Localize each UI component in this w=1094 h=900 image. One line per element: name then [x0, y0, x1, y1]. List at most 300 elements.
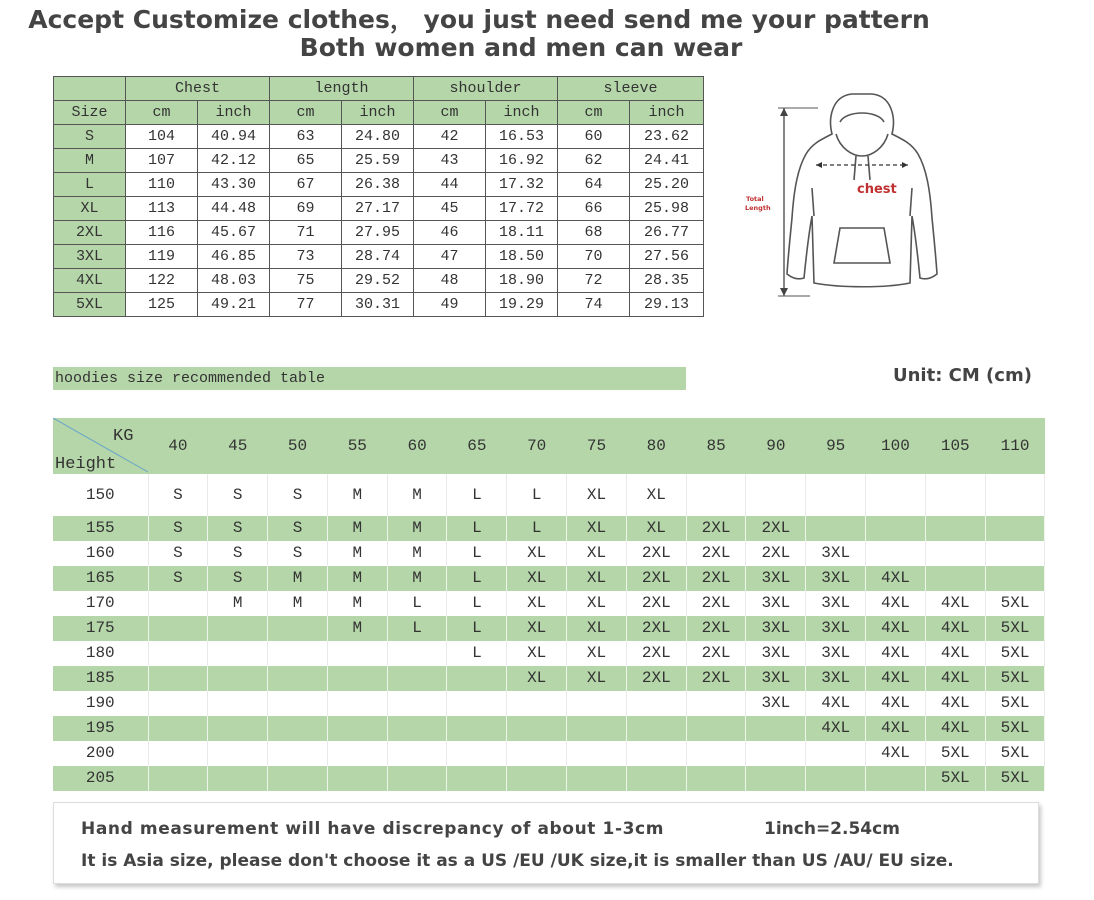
size-recommendation-cell [268, 766, 328, 791]
unit-header: inch [342, 101, 414, 125]
size-recommendation-cell: M [387, 516, 447, 541]
note-inch-conversion: 1inch=2.54cm [764, 819, 900, 839]
size-recommendation-cell [208, 691, 268, 716]
size-recommendation-cell: 2XL [686, 591, 746, 616]
weight-header: 60 [387, 418, 447, 474]
size-recommendation-cell: 3XL [746, 616, 806, 641]
measurement-cell: 122 [126, 269, 198, 293]
measurement-cell: 48 [414, 269, 486, 293]
size-recommendation-cell: XL [567, 641, 627, 666]
measurement-cell: 26.77 [630, 221, 704, 245]
measurement-row [54, 173, 704, 197]
size-recommendation-cell: M [327, 516, 387, 541]
size-recommendation-cell: S [268, 474, 328, 516]
measurement-cell: 66 [558, 197, 630, 221]
measurement-cell: 27.95 [342, 221, 414, 245]
measurement-row [54, 269, 704, 293]
size-recommendation-cell: L [387, 616, 447, 641]
group-header: shoulder [414, 77, 558, 101]
measurement-cell: 40.94 [198, 125, 270, 149]
size-recommendation-cell [686, 766, 746, 791]
size-recommendation-cell: 4XL [806, 716, 866, 741]
height-cell: 165 [53, 566, 148, 591]
size-recommendation-cell: 5XL [925, 741, 985, 766]
weight-header: 75 [567, 418, 627, 474]
size-recommendation-cell: S [148, 474, 208, 516]
size-recommendation-cell [387, 691, 447, 716]
size-recommendation-cell: 4XL [925, 641, 985, 666]
measurement-cell: 17.72 [486, 197, 558, 221]
size-recommendation-cell: 3XL [806, 641, 866, 666]
height-row [53, 766, 1045, 791]
measurement-cell: 29.13 [630, 293, 704, 317]
size-recommendation-cell: XL [567, 541, 627, 566]
size-recommendation-cell: XL [567, 516, 627, 541]
size-recommendation-cell [866, 766, 926, 791]
size-recommendation-cell [148, 666, 208, 691]
size-recommendation-cell: 2XL [746, 541, 806, 566]
size-recommendation-cell: 3XL [746, 641, 806, 666]
height-row [53, 691, 1045, 716]
size-recommendation-cell: 3XL [806, 591, 866, 616]
measurement-row [54, 197, 704, 221]
recommend-title: hoodies size recommended table [53, 367, 686, 390]
measurement-cell: 49 [414, 293, 486, 317]
weight-header-row [53, 418, 1045, 474]
height-cell: 205 [53, 766, 148, 791]
measurement-cell: 63 [270, 125, 342, 149]
measurement-table [53, 76, 704, 317]
size-recommendation-cell [686, 691, 746, 716]
size-recommendation-cell: 5XL [985, 616, 1045, 641]
size-recommendation-cell [208, 641, 268, 666]
size-recommendation-cell: 2XL [686, 516, 746, 541]
height-cell: 160 [53, 541, 148, 566]
size-recommendation-cell [686, 741, 746, 766]
size-recommendation-cell: 2XL [626, 541, 686, 566]
measurement-cell: 18.50 [486, 245, 558, 269]
measurement-cell: 24.41 [630, 149, 704, 173]
measurement-cell: 46.85 [198, 245, 270, 269]
size-recommendation-cell [507, 716, 567, 741]
group-header: sleeve [558, 77, 704, 101]
size-recommendation-cell: 3XL [746, 666, 806, 691]
size-recommendation-cell [148, 616, 208, 641]
size-recommendation-cell [866, 516, 926, 541]
measurement-cell: 45.67 [198, 221, 270, 245]
size-recommendation-cell: 4XL [806, 691, 866, 716]
note-discrepancy: Hand measurement will have discrepancy of about 1-3cm [81, 819, 665, 839]
measurement-cell: 65 [270, 149, 342, 173]
size-recommendation-cell: 4XL [866, 566, 926, 591]
size-recommendation-cell: XL [626, 474, 686, 516]
size-recommendation-cell: L [387, 591, 447, 616]
size-recommendation-cell [208, 741, 268, 766]
measurement-cell: 73 [270, 245, 342, 269]
size-recommendation-cell [746, 741, 806, 766]
size-recommendation-cell: M [387, 566, 447, 591]
size-recommendation-cell [327, 641, 387, 666]
size-recommendation-cell: XL [567, 566, 627, 591]
measurement-cell: 27.56 [630, 245, 704, 269]
size-recommendation-cell [148, 766, 208, 791]
unit-header: cm [414, 101, 486, 125]
size-recommendation-cell: L [447, 474, 507, 516]
measurement-cell: 77 [270, 293, 342, 317]
height-row [53, 566, 1045, 591]
measurement-cell: 64 [558, 173, 630, 197]
measurement-cell: 49.21 [198, 293, 270, 317]
size-recommendation-cell: M [327, 566, 387, 591]
measurement-row [54, 149, 704, 173]
size-recommendation-cell [447, 716, 507, 741]
size-recommendation-cell [626, 716, 686, 741]
measurement-group-row [54, 77, 704, 101]
measurement-cell: 104 [126, 125, 198, 149]
measurement-cell: 28.74 [342, 245, 414, 269]
size-recommendation-cell [686, 474, 746, 516]
height-cell: 185 [53, 666, 148, 691]
size-recommendation-cell [746, 766, 806, 791]
size-cell: XL [54, 197, 126, 221]
measurement-cell: 43.30 [198, 173, 270, 197]
size-recommendation-cell: L [447, 641, 507, 666]
size-recommendation-cell: 4XL [866, 691, 926, 716]
size-recommendation-cell: 3XL [806, 616, 866, 641]
height-cell: 155 [53, 516, 148, 541]
size-recommendation-cell: S [148, 516, 208, 541]
size-recommendation-cell [985, 541, 1045, 566]
measurement-cell: 125 [126, 293, 198, 317]
measurement-row [54, 245, 704, 269]
height-row [53, 474, 1045, 516]
size-recommendation-cell [447, 741, 507, 766]
size-recommendation-cell [148, 741, 208, 766]
size-recommendation-cell [268, 616, 328, 641]
size-recommendation-cell: 3XL [746, 566, 806, 591]
measurement-cell: 44.48 [198, 197, 270, 221]
size-recommendation-cell: XL [507, 641, 567, 666]
size-recommendation-cell: 4XL [925, 591, 985, 616]
weight-header: 105 [925, 418, 985, 474]
measurement-cell: 43 [414, 149, 486, 173]
weight-header: 40 [148, 418, 208, 474]
measurement-cell: 25.20 [630, 173, 704, 197]
measurement-cell: 113 [126, 197, 198, 221]
size-recommendation-cell: M [268, 591, 328, 616]
height-cell: 190 [53, 691, 148, 716]
size-recommendation-cell [148, 591, 208, 616]
size-recommendation-cell: XL [507, 591, 567, 616]
size-recommendation-cell: 2XL [686, 641, 746, 666]
size-recommendation-cell [626, 691, 686, 716]
total-label: Total [746, 195, 764, 203]
hoodie-diagram [740, 88, 970, 303]
measurement-cell: 44 [414, 173, 486, 197]
size-recommendation-cell [806, 516, 866, 541]
headline-unisex: Both women and men can wear [299, 33, 743, 62]
size-recommendation-cell: S [268, 541, 328, 566]
kg-label: KG [113, 427, 134, 446]
measurement-row [54, 125, 704, 149]
size-recommendation-cell [327, 666, 387, 691]
size-recommendation-cell [925, 516, 985, 541]
size-recommendation-cell: S [208, 516, 268, 541]
size-recommendation-cell: 2XL [626, 666, 686, 691]
size-cell: 3XL [54, 245, 126, 269]
size-recommendation-cell: L [447, 541, 507, 566]
size-recommendation-cell: 5XL [985, 716, 1045, 741]
size-recommendation-cell: S [268, 516, 328, 541]
size-recommendation-cell [447, 666, 507, 691]
size-recommendation-cell: M [387, 541, 447, 566]
chest-label: chest [857, 182, 897, 197]
measurement-cell: 47 [414, 245, 486, 269]
height-cell: 175 [53, 616, 148, 641]
size-recommendation-cell: XL [567, 616, 627, 641]
size-recommendation-cell: 2XL [686, 566, 746, 591]
measurement-cell: 29.52 [342, 269, 414, 293]
weight-header: 100 [866, 418, 926, 474]
size-recommendation-cell [268, 716, 328, 741]
unit-header: cm [270, 101, 342, 125]
height-cell: 170 [53, 591, 148, 616]
size-cell: 4XL [54, 269, 126, 293]
measurement-row [54, 221, 704, 245]
size-recommendation-cell: M [327, 616, 387, 641]
size-recommendation-cell: M [387, 474, 447, 516]
size-recommendation-cell: M [327, 591, 387, 616]
height-row [53, 741, 1045, 766]
size-recommendation-cell: L [447, 591, 507, 616]
unit-header: cm [126, 101, 198, 125]
measurement-cell: 42 [414, 125, 486, 149]
size-recommendation-cell: S [208, 566, 268, 591]
size-recommendation-cell: XL [507, 566, 567, 591]
size-recommendation-cell [208, 716, 268, 741]
size-recommendation-cell [567, 741, 627, 766]
height-cell: 200 [53, 741, 148, 766]
size-recommendation-cell: 4XL [866, 591, 926, 616]
size-recommendation-cell [806, 474, 866, 516]
measurement-cell: 45 [414, 197, 486, 221]
size-recommendation-cell: 5XL [925, 766, 985, 791]
size-recommendation-cell [507, 741, 567, 766]
measurement-cell: 25.59 [342, 149, 414, 173]
size-recommendation-cell: 5XL [985, 766, 1045, 791]
height-cell: 195 [53, 716, 148, 741]
size-recommendation-cell: 4XL [866, 616, 926, 641]
size-recommendation-cell [148, 716, 208, 741]
size-recommendation-cell: L [507, 516, 567, 541]
measurement-cell: 75 [270, 269, 342, 293]
size-recommendation-cell: 2XL [626, 566, 686, 591]
size-recommendation-cell [327, 741, 387, 766]
size-recommendation-cell [686, 716, 746, 741]
length-label: Length [745, 204, 771, 212]
size-recommendation-cell: XL [626, 516, 686, 541]
measurement-cell: 30.31 [342, 293, 414, 317]
size-recommendation-cell [746, 716, 806, 741]
unit-header: cm [558, 101, 630, 125]
size-recommendation-cell: 2XL [626, 591, 686, 616]
size-recommendation-cell: 3XL [746, 691, 806, 716]
height-cell: 180 [53, 641, 148, 666]
size-note [53, 802, 1039, 884]
size-recommendation-cell: M [327, 541, 387, 566]
measurement-cell: 107 [126, 149, 198, 173]
size-recommendation-cell [268, 691, 328, 716]
size-recommendation-cell [208, 766, 268, 791]
size-recommendation-cell: S [148, 541, 208, 566]
size-recommendation-cell: 2XL [686, 616, 746, 641]
size-recommendation-cell: L [447, 566, 507, 591]
size-recommendation-cell: 4XL [866, 641, 926, 666]
weight-header: 55 [327, 418, 387, 474]
height-row [53, 641, 1045, 666]
size-recommendation-cell [567, 766, 627, 791]
size-recommendation-cell [626, 766, 686, 791]
weight-header: 85 [686, 418, 746, 474]
size-recommendation-cell: 2XL [686, 541, 746, 566]
measurement-cell: 28.35 [630, 269, 704, 293]
size-recommendation-cell [985, 474, 1045, 516]
size-recommendation-cell [567, 716, 627, 741]
corner-cell [54, 77, 126, 101]
arrow-left-icon [816, 162, 822, 168]
size-recommendation-cell: 3XL [806, 666, 866, 691]
measurement-cell: 19.29 [486, 293, 558, 317]
height-row [53, 516, 1045, 541]
measurement-row [54, 293, 704, 317]
measurement-cell: 18.11 [486, 221, 558, 245]
height-cell: 150 [53, 474, 148, 516]
weight-header: 95 [806, 418, 866, 474]
height-row [53, 666, 1045, 691]
measurement-cell: 46 [414, 221, 486, 245]
size-recommendation-cell: 3XL [746, 591, 806, 616]
arrow-down-icon [780, 288, 788, 296]
size-recommendation-cell: XL [507, 541, 567, 566]
size-recommendation-cell [925, 566, 985, 591]
height-row [53, 716, 1045, 741]
size-recommendation-cell [327, 691, 387, 716]
size-recommendation-cell: 4XL [925, 666, 985, 691]
size-recommendation-cell: L [507, 474, 567, 516]
size-recommendation-cell: 2XL [626, 641, 686, 666]
size-recommendation-cell [268, 641, 328, 666]
size-recommendation-cell [866, 541, 926, 566]
unit-label: Unit: CM (cm) [893, 365, 1032, 386]
unit-header: inch [198, 101, 270, 125]
size-recommendation-cell [626, 741, 686, 766]
size-cell: M [54, 149, 126, 173]
measurement-cell: 26.38 [342, 173, 414, 197]
size-recommendation-cell [148, 691, 208, 716]
size-recommendation-cell: XL [567, 591, 627, 616]
note-asia-size: It is Asia size, please don't choose it as a US /EU /UK size,it is smaller than US /AU/ EU size. [81, 851, 954, 871]
size-recommendation-cell: 2XL [626, 616, 686, 641]
size-recommendation-cell: 4XL [866, 716, 926, 741]
unit-header: inch [630, 101, 704, 125]
measurement-cell: 24.80 [342, 125, 414, 149]
size-recommendation-cell [925, 474, 985, 516]
size-header: Size [54, 101, 126, 125]
measurement-cell: 116 [126, 221, 198, 245]
size-recommendation-cell: 4XL [925, 716, 985, 741]
size-recommendation-cell [806, 741, 866, 766]
weight-header: 80 [626, 418, 686, 474]
height-row [53, 616, 1045, 641]
size-recommendation-cell: 4XL [925, 691, 985, 716]
size-recommendation-cell: S [208, 474, 268, 516]
size-recommendation-cell [985, 566, 1045, 591]
size-recommendation-cell [746, 474, 806, 516]
measurement-cell: 16.53 [486, 125, 558, 149]
corner-cell [53, 418, 148, 474]
size-cell: S [54, 125, 126, 149]
size-recommendation-cell: M [208, 591, 268, 616]
weight-header: 65 [447, 418, 507, 474]
size-recommendation-cell [208, 666, 268, 691]
measurement-cell: 25.98 [630, 197, 704, 221]
size-recommendation-cell: 2XL [686, 666, 746, 691]
measurement-cell: 67 [270, 173, 342, 197]
size-recommendation-cell: M [268, 566, 328, 591]
measurement-cell: 23.62 [630, 125, 704, 149]
height-row [53, 541, 1045, 566]
measurement-cell: 74 [558, 293, 630, 317]
size-cell: 2XL [54, 221, 126, 245]
unit-header: inch [486, 101, 558, 125]
measurement-cell: 16.92 [486, 149, 558, 173]
measurement-cell: 110 [126, 173, 198, 197]
headline-custom: Accept Customize clothes， you just need send me your pattern [28, 5, 930, 34]
weight-header: 50 [268, 418, 328, 474]
size-recommendation-cell: XL [507, 666, 567, 691]
arrow-right-icon [902, 162, 908, 168]
size-recommendation-cell: XL [567, 666, 627, 691]
size-recommendation-cell [447, 766, 507, 791]
size-recommendation-cell: M [327, 474, 387, 516]
size-cell: L [54, 173, 126, 197]
size-recommendation-cell: L [447, 616, 507, 641]
size-recommendation-cell [806, 766, 866, 791]
measurement-cell: 60 [558, 125, 630, 149]
measurement-cell: 62 [558, 149, 630, 173]
size-recommendation-cell [507, 691, 567, 716]
measurement-cell: 48.03 [198, 269, 270, 293]
size-recommendation-cell: 5XL [985, 666, 1045, 691]
size-recommendation-cell: 5XL [985, 591, 1045, 616]
size-recommendation-cell [387, 666, 447, 691]
size-recommendation-cell [387, 766, 447, 791]
size-recommendation-cell [387, 741, 447, 766]
size-recommendation-cell [327, 716, 387, 741]
size-recommendation-cell: L [447, 516, 507, 541]
size-recommendation-cell [387, 641, 447, 666]
size-recommendation-cell: 5XL [985, 641, 1045, 666]
size-recommendation-cell: XL [567, 474, 627, 516]
size-recommendation-cell: 4XL [925, 616, 985, 641]
group-header: length [270, 77, 414, 101]
size-recommendation-cell: 4XL [866, 741, 926, 766]
size-recommendation-cell [507, 766, 567, 791]
size-recommendation-cell: S [148, 566, 208, 591]
size-recommendation-cell [925, 541, 985, 566]
size-recommendation-cell: 3XL [806, 566, 866, 591]
height-label: Height [55, 455, 117, 474]
